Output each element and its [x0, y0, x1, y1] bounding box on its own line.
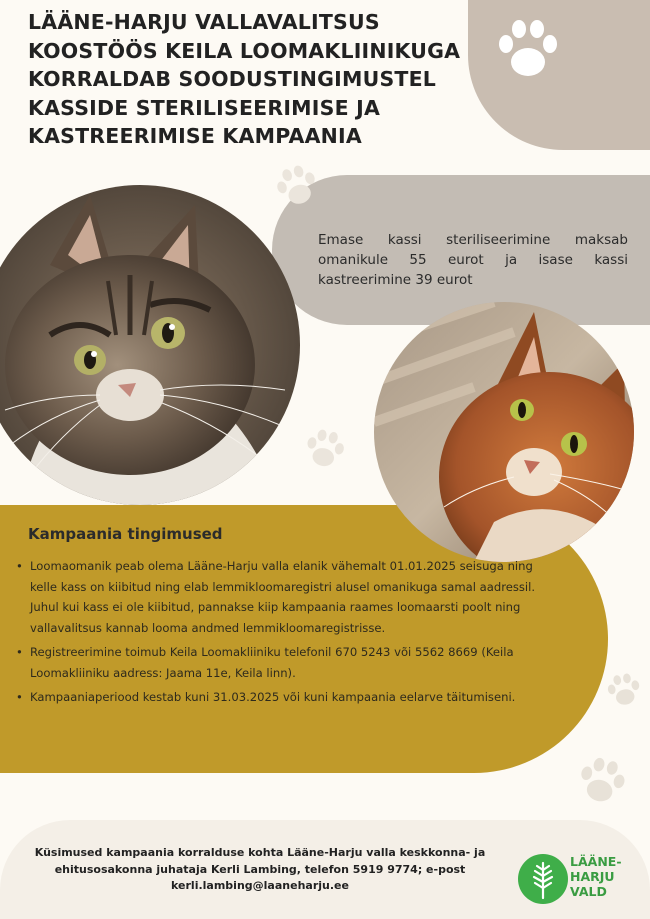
tabby-cat-photo — [0, 185, 300, 505]
contact-text: Küsimused kampaania korralduse kohta Lääne-Harju valla keskkonna- ja ehitusosakonna juhataja Kerli Lambing, telefon 5919 9774; e-post kerli.lambing@laaneharju.ee — [34, 846, 486, 892]
terms-item: • Loomaomanik peab olema Lääne-Harju valla elanik vähemalt 01.01.2025 seisuga ning kelle kass on kiibitud ning elab lemmikloomaregistri alusel omanikuga samal aadressil. Juhul kui kass ei ole kiibitud, pannakse kiip kampaania raames loomaarsti poolt ning vallavalitsus kannab looma andmed lemmikloomaregistrisse. — [14, 556, 554, 638]
headline-line: LÄÄNE-HARJU VALLAVALITSUS — [28, 10, 380, 34]
paw-print-icon — [298, 424, 352, 475]
ginger-cat-photo — [374, 302, 634, 562]
paw-print-icon — [492, 16, 564, 82]
campaign-headline — [28, 8, 488, 151]
terms-title: Kampaania tingimused — [28, 525, 223, 543]
headline-line: KASTREERIMISE KAMPAANIA — [28, 124, 362, 148]
laane-harju-logo — [518, 850, 628, 910]
paw-print-icon — [601, 669, 647, 711]
terms-list — [14, 556, 554, 712]
headline-line: KASSIDE STERILISEERIMISE JA — [28, 95, 381, 120]
price-text: Emase kassi steriliseerimine maksab omanikule 55 eurot ja isase kassi kastreerimine 39 eurot — [318, 232, 628, 288]
headline-line: KOOSTÖÖS KEILA LOOMAKLIINIKUGA — [28, 38, 461, 63]
leaf-icon — [518, 854, 568, 904]
headline-line: KORRALDAB SOODUSTINGIMUSTEL — [28, 67, 437, 91]
logo-line: LÄÄNE- — [570, 854, 622, 869]
logo-line: VALD — [570, 884, 607, 899]
logo-line: HARJU — [570, 869, 615, 884]
logo-text — [570, 854, 622, 899]
logo-circle — [518, 854, 568, 904]
terms-item: • Kampaaniaperiood kestab kuni 31.03.2025 või kuni kampaania eelarve täitumiseni. — [14, 687, 554, 708]
terms-item: • Registreerimine toimub Keila Loomakliiniku telefonil 670 5243 või 5562 8669 (Keila Loomakliiniku aadress: Jaama 11e, Keila linn). — [14, 642, 554, 683]
paw-print-icon — [569, 750, 635, 812]
